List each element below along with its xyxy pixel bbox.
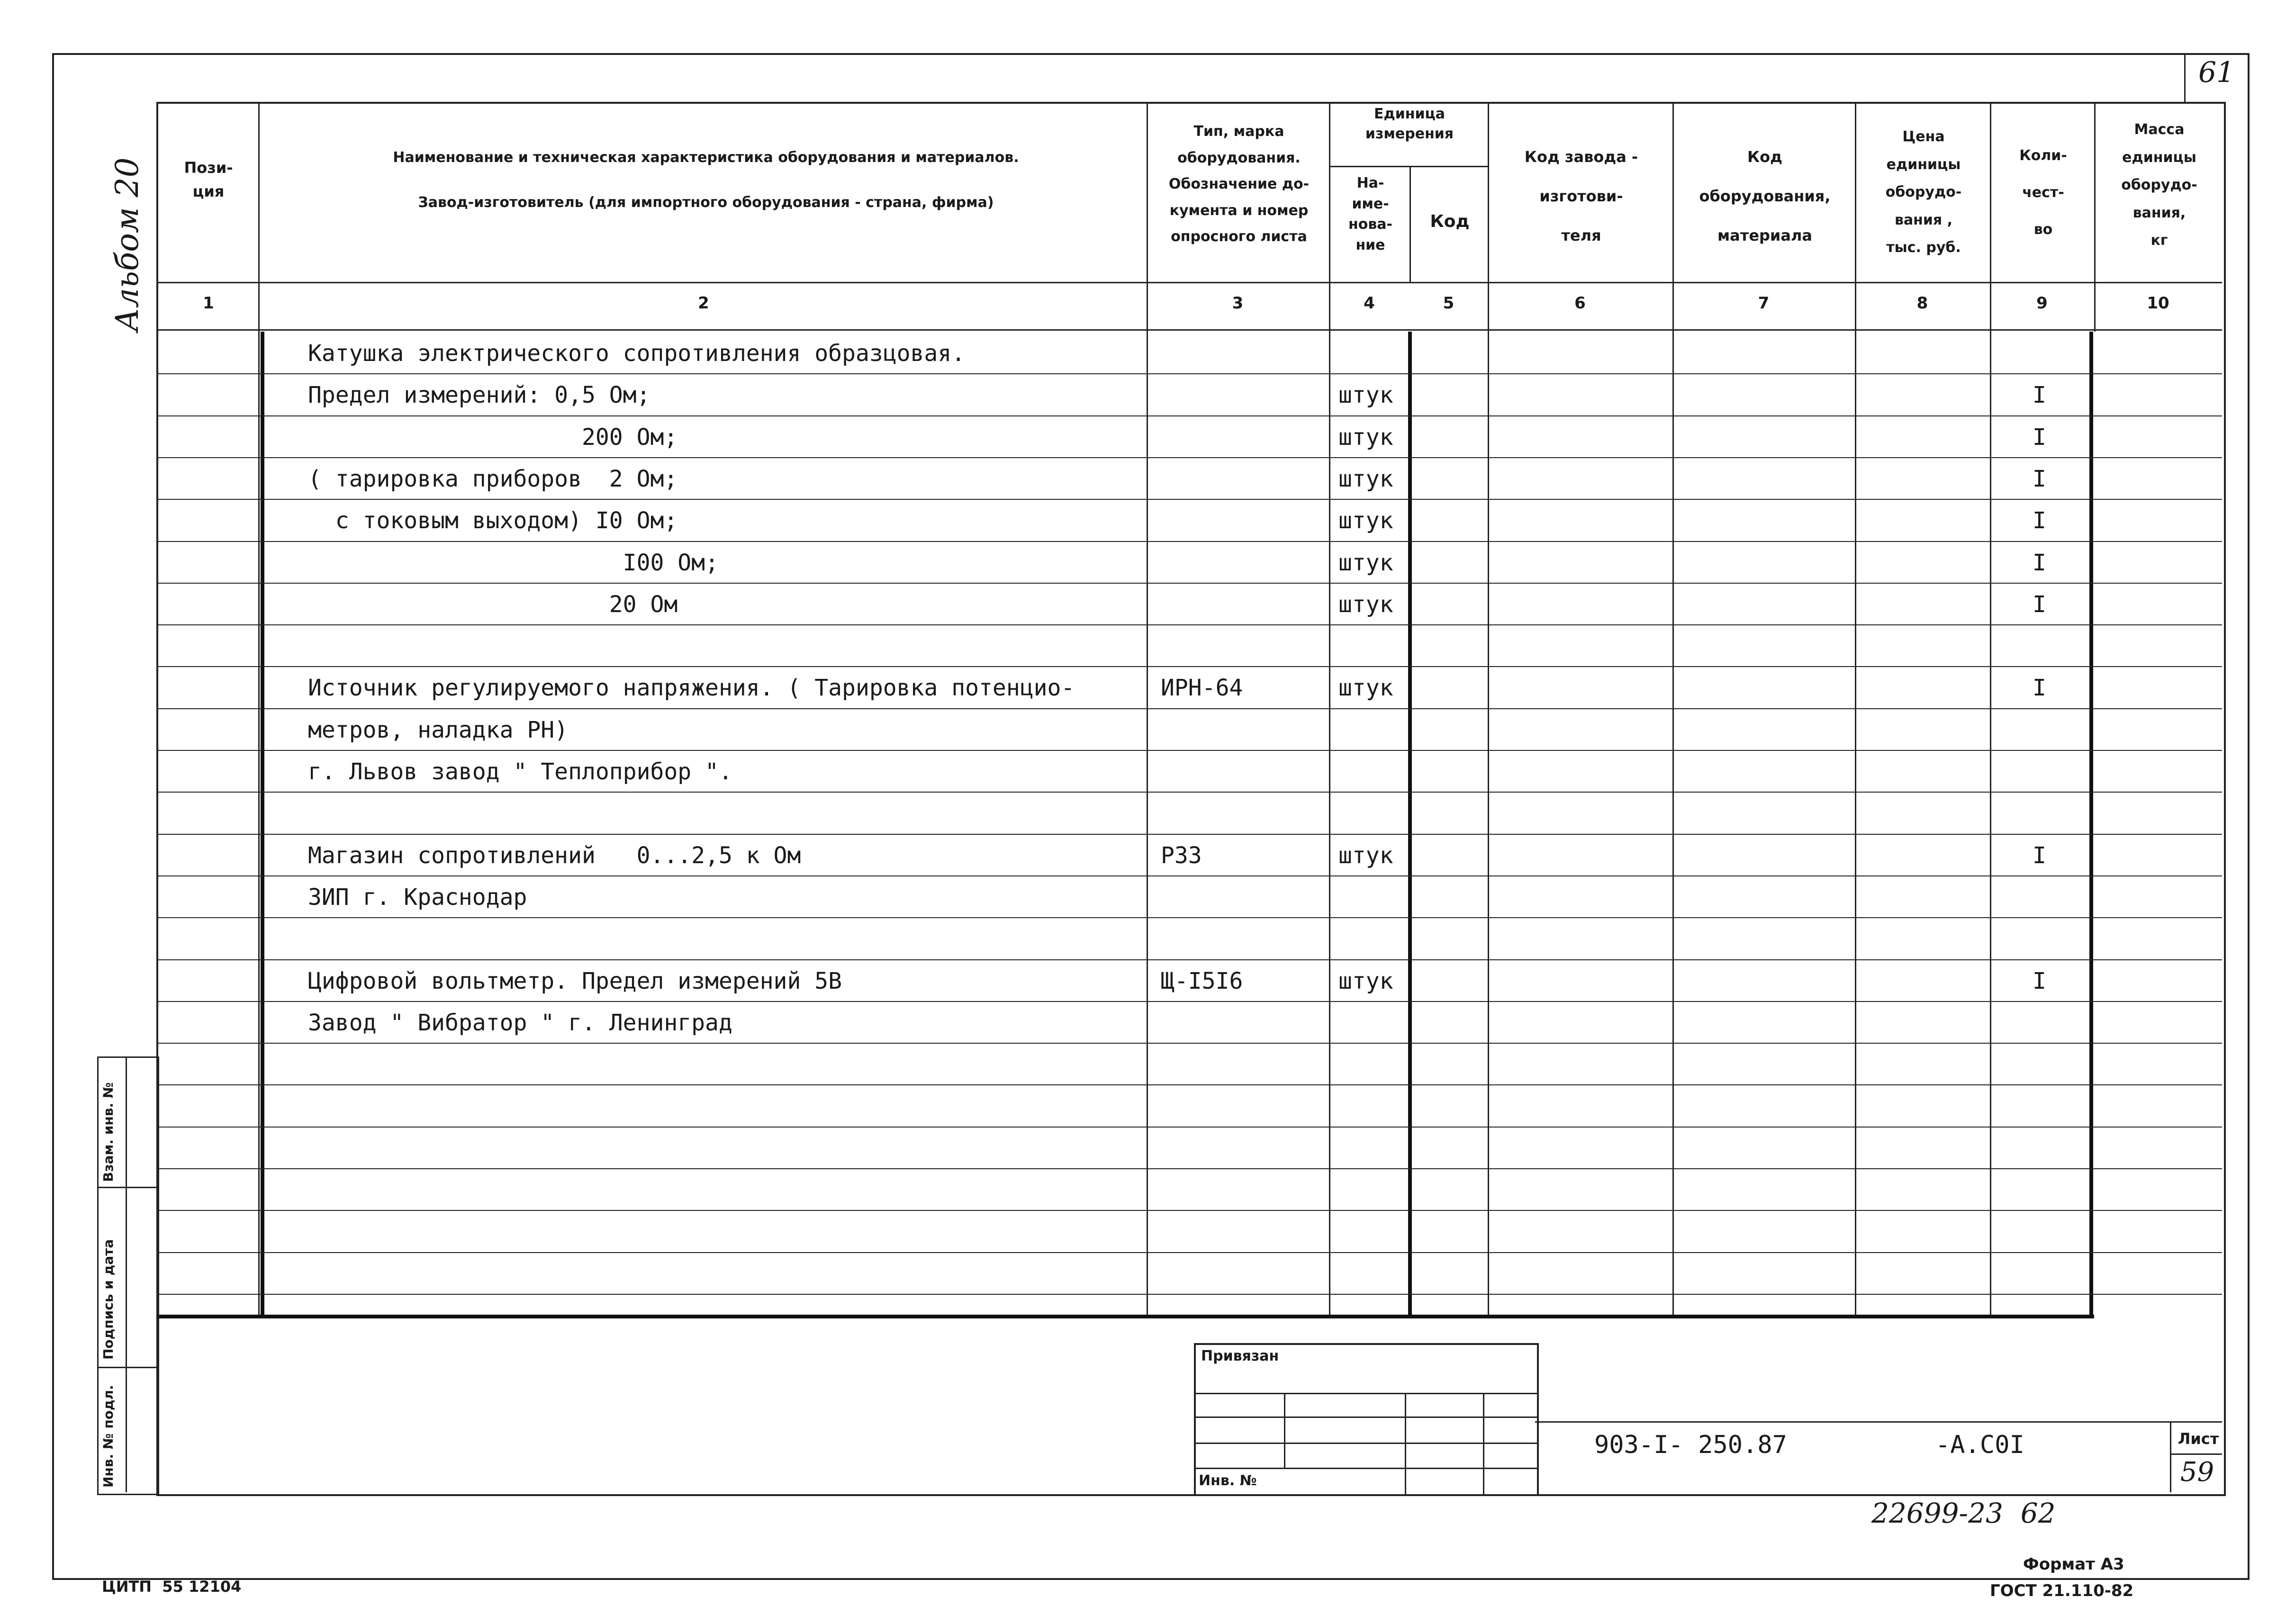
row-line xyxy=(156,415,2222,416)
row-line xyxy=(156,834,2222,835)
col-line xyxy=(1408,332,1412,1317)
row-name: Магазин сопротивлений 0...2,5 к Ом xyxy=(308,842,801,869)
side-stamp-divider xyxy=(126,1056,127,1492)
row-name: I00 Ом; xyxy=(308,550,719,576)
inv-no-label: Инв. № xyxy=(1199,1472,1257,1489)
row-line xyxy=(156,1001,2222,1002)
side-stamp-vzam: Взам. инв. № xyxy=(100,1082,116,1182)
row-type: Р33 xyxy=(1161,842,1202,869)
row-name: Предел измерений: 0,5 Ом; xyxy=(308,382,651,408)
header-position: Пози- ция xyxy=(184,159,233,200)
row-line xyxy=(156,499,2222,500)
title-line xyxy=(2170,1421,2171,1492)
binding-col xyxy=(1284,1393,1285,1468)
col-line xyxy=(2089,332,2093,1317)
colnum-2: 2 xyxy=(698,294,709,313)
row-line xyxy=(156,373,2222,374)
row-name: Катушка электрического сопротивления образцовая. xyxy=(308,340,966,367)
row-unit: штук xyxy=(1338,507,1393,534)
colnum-1: 1 xyxy=(203,294,214,313)
colnum-5: 5 xyxy=(1443,294,1455,313)
album-label: Альбом 20 xyxy=(109,157,145,332)
row-line xyxy=(156,1084,2222,1085)
colnum-4: 4 xyxy=(1364,294,1375,313)
row-quantity: I xyxy=(2033,675,2046,701)
row-name: Цифровой вольтметр. Предел измерений 5В xyxy=(308,968,842,994)
row-line xyxy=(156,1294,2222,1295)
row-name: метров, наладка РН) xyxy=(308,717,569,743)
row-line xyxy=(156,1210,2222,1211)
col-line xyxy=(1990,102,1991,1317)
col-line xyxy=(1488,102,1489,1317)
row-line xyxy=(156,917,2222,918)
corner-page-number: 61 xyxy=(2198,56,2235,89)
side-stamp-inv-podl: Инв. № подл. xyxy=(100,1385,116,1488)
row-unit: штук xyxy=(1338,842,1393,869)
title-line xyxy=(2170,1453,2222,1455)
doc-code: 903-I- 250.87 xyxy=(1594,1431,1787,1459)
colnum-3: 3 xyxy=(1232,294,1244,313)
row-unit: штук xyxy=(1338,466,1393,492)
row-quantity: I xyxy=(2033,466,2046,492)
row-unit: штук xyxy=(1338,968,1393,994)
colnum-9: 9 xyxy=(2036,294,2048,313)
header-type: Тип, марка оборудования. Обозначение до- кумента и номер опросного листа xyxy=(1168,123,1310,245)
header-line xyxy=(156,282,2222,283)
col-line xyxy=(1410,166,1411,282)
row-unit: штук xyxy=(1338,424,1393,451)
binding-line xyxy=(1194,1416,1537,1418)
row-unit: штук xyxy=(1338,382,1393,408)
row-name: г. Львов завод " Теплоприбор ". xyxy=(308,758,732,785)
col-line xyxy=(1855,102,1856,1317)
row-quantity: I xyxy=(2033,424,2046,451)
unit-group-line xyxy=(1329,166,1488,167)
row-quantity: I xyxy=(2033,507,2046,534)
header-unit-group: Единица измерения xyxy=(1365,106,1454,142)
header-quantity: Коли- чест- во xyxy=(2019,147,2067,238)
colnum-7: 7 xyxy=(1758,294,1770,313)
sheet-number: 59 xyxy=(2180,1457,2214,1488)
corner-box-line xyxy=(2184,53,2186,102)
row-line xyxy=(156,1168,2222,1169)
header-mass: Масса единицы оборудо- вания, кг xyxy=(2121,121,2197,249)
row-line xyxy=(156,1252,2222,1253)
row-line xyxy=(156,875,2222,876)
header-factory-code: Код завода - изготови- теля xyxy=(1524,148,1638,245)
table-bottom-line xyxy=(156,1315,2094,1318)
col-line xyxy=(1672,102,1674,1317)
row-name: Завод " Вибратор " г. Ленинград xyxy=(308,1010,732,1036)
header-name-line2: Завод-изготовитель (для импортного оборудования - страна, фирма) xyxy=(418,194,994,211)
title-line xyxy=(1535,1421,2222,1423)
header-equipment-code: Код оборудования, материала xyxy=(1699,148,1831,245)
footer-left: ЦИТП 55 12104 xyxy=(102,1578,242,1596)
footer-format: Формат А3 xyxy=(2023,1555,2124,1574)
binding-line xyxy=(1194,1393,1537,1394)
row-quantity: I xyxy=(2033,550,2046,576)
col-line xyxy=(258,102,260,1317)
row-line xyxy=(156,1127,2222,1128)
header-price: Цена единицы оборудо- вания , тыс. руб. xyxy=(1885,128,1962,256)
sheet-label: Лист xyxy=(2178,1430,2219,1448)
col-line xyxy=(1329,102,1330,1317)
row-name: 20 Ом xyxy=(308,591,678,618)
handwritten-number: 22699-23 62 xyxy=(1871,1497,2056,1529)
binding-line xyxy=(1194,1443,1537,1444)
row-name: ( тарировка приборов 2 Ом; xyxy=(308,466,678,492)
colnum-10: 10 xyxy=(2147,294,2169,313)
row-line xyxy=(156,750,2222,751)
row-quantity: I xyxy=(2033,842,2046,869)
side-stamp-divider xyxy=(97,1187,156,1188)
col-line xyxy=(1147,102,1148,1317)
row-name: ЗИП г. Краснодар xyxy=(308,884,527,911)
row-unit: штук xyxy=(1338,550,1393,576)
binding-col xyxy=(1405,1393,1406,1495)
row-quantity: I xyxy=(2033,591,2046,618)
row-line xyxy=(156,1043,2222,1044)
header-name-line1: Наименование и техническая характеристика оборудования и материалов. xyxy=(393,149,1019,166)
col-line xyxy=(261,332,264,1317)
header-unit-code: Код xyxy=(1430,212,1470,231)
footer-gost: ГОСТ 21.110-82 xyxy=(1990,1581,2134,1597)
colnum-6: 6 xyxy=(1574,294,1586,313)
binding-col xyxy=(1483,1393,1484,1495)
row-name: с токовым выходом) I0 Ом; xyxy=(308,507,678,534)
row-line xyxy=(156,457,2222,458)
colnum-8: 8 xyxy=(1916,294,1928,313)
header-line xyxy=(156,329,2222,331)
header-unit-name: На- име- нова- ние xyxy=(1348,175,1393,253)
side-stamp-divider xyxy=(97,1367,156,1368)
row-line xyxy=(156,708,2222,709)
row-line xyxy=(156,541,2222,542)
row-line xyxy=(156,666,2222,667)
row-name: 200 Ом; xyxy=(308,424,678,451)
row-line xyxy=(156,959,2222,960)
row-quantity: I xyxy=(2033,968,2046,994)
row-unit: штук xyxy=(1338,591,1393,618)
doc-suffix: -А.С0I xyxy=(1935,1431,2024,1459)
side-stamp-podpis: Подпись и дата xyxy=(100,1239,116,1360)
binding-label: Привязан xyxy=(1201,1348,1279,1364)
row-line xyxy=(156,792,2222,793)
row-quantity: I xyxy=(2033,382,2046,408)
row-unit: штук xyxy=(1338,675,1393,701)
binding-line xyxy=(1194,1468,1537,1469)
row-name: Источник регулируемого напряжения. ( Тарировка потенцио- xyxy=(308,675,1075,701)
row-line xyxy=(156,583,2222,584)
row-type: ИРН-64 xyxy=(1161,675,1243,701)
row-type: Щ-I5I6 xyxy=(1161,968,1243,994)
row-line xyxy=(156,624,2222,625)
